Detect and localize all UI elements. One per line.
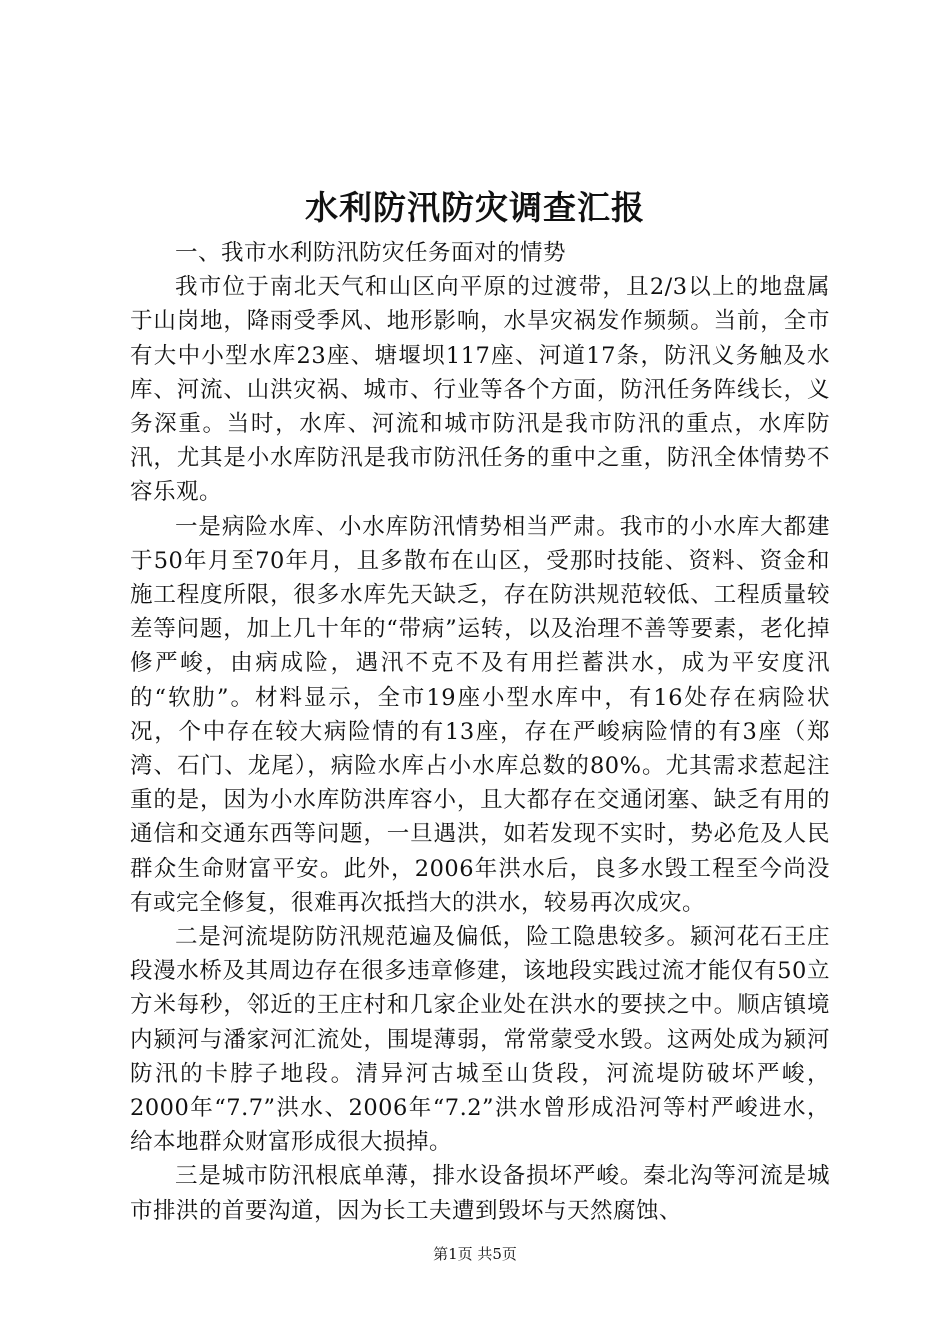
paragraph: 二是河流堤防防汛规范遍及偏低，险工隐患较多。颍河花石王庄段漫水桥及其周边存在很多违章修建，该地段实践过流才能仅有50立方米每秒，邻近的王庄村和几家企业处在洪水的要挟之中。顺店镇境内颍河与潘家河汇流处，围堤薄弱，常常蒙受水毁。这两处成为颍河防汛的卡脖子地段。清异河古城至山货段，河流堤防破坏严峻，2000年“7.7”洪水、2006年“7.2”洪水曾形成沿河等村严峻进水，给本地群众财富形成很大损掉。 — [130, 924, 830, 1156]
section-heading: 一、我市水利防汛防灾任务面对的情势 — [175, 240, 567, 266]
paragraph: 一是病险水库、小水库防汛情势相当严肃。我市的小水库大都建于50年月至70年月，且多散布在山区，受那时技能、资料、资金和施工程度所限，很多水库先天缺乏，存在防洪规范较低、工程质量较差等问题，加上几十年的“带病”运转，以及治理不善等要素，老化掉修严峻，由病成险，遇汛不克不及有用拦蓄洪水，成为平安度汛的“软肋”。材料显示，全市19座小型水库中，有16处存在病险状况，个中存在较大病险情的有13座，存在严峻病险情的有3座（郑湾、石门、龙尾），病险水库占小水库总数的80%。尤其需求惹起注重的是，因为小水库防洪库容小，且大都存在交通闭塞、缺乏有用的通信和交通东西等问题，一旦遇洪，如若发现不实时，势必危及人民群众生命财富平安。此外，2006年洪水后，良多水毁工程至今尚没有或完全修复，很难再次抵挡大的洪水，较易再次成灾。 — [130, 513, 830, 916]
paragraph: 三是城市防汛根底单薄，排水设备损坏严峻。秦北沟等河流是城市排洪的首要沟道，因为长工夫遭到毁坏与天然腐蚀、 — [130, 1163, 830, 1224]
page-number-footer: 第1页 共5页 — [433, 1245, 517, 1263]
document-body — [130, 236, 830, 1228]
paragraph: 我市位于南北天气和山区向平原的过渡带，且2/3以上的地盘属于山岗地，降雨受季风、地形影响，水旱灾祸发作频频。当前，全市有大中小型水库23座、塘堰坝117座、河道17条，防汛义务触及水库、河流、山洪灾祸、城市、行业等各个方面，防汛任务阵线长，义务深重。当时，水库、河流和城市防汛是我市防汛的重点，水库防汛，尤其是小水库防汛是我市防汛任务的重中之重，防汛全体情势不容乐观。 — [130, 274, 830, 506]
document-title: 水利防汛防灾调查汇报 — [305, 188, 645, 227]
